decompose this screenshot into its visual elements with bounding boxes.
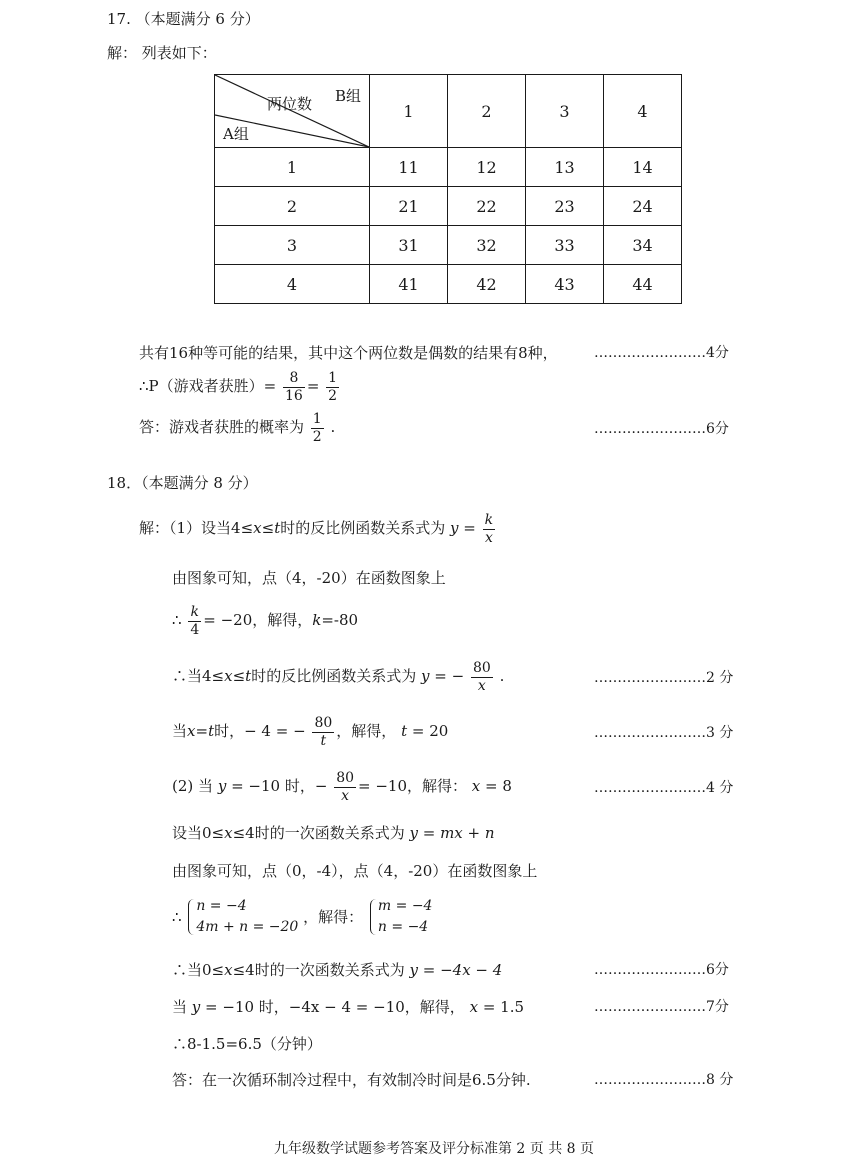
fraction-8-16: $\frac{8}{16}$ <box>285 370 303 404</box>
q18-line5: 当x=t时，− 4 = − $\frac{80}{t}$ ，解得， t = 20 <box>172 715 449 749</box>
q18-score-8: ……………………8 分 <box>594 1072 734 1088</box>
row-label: 4 <box>215 265 370 304</box>
table-cell: 31 <box>370 226 448 265</box>
table-row <box>215 226 682 265</box>
corner-label-a: A组 <box>223 125 249 143</box>
answer-fraction: $\frac{1}{2}$ <box>312 411 322 445</box>
fraction-k-x: $\frac{k}{x}$ <box>484 512 494 546</box>
q18-line9: ∴ n = −4 4m + n = −20 ，解得： m = −4 n = −4 <box>172 896 432 938</box>
q18-line3: ∴ $\frac{k}{4}$ = −20，解得，k=-80 <box>172 604 359 638</box>
table-cell: 21 <box>370 187 448 226</box>
q18-line8: 由图象可知，点（0，-4），点（4，-20）在函数图象上 <box>172 862 538 880</box>
q18-line11: 当 y = −10 时，−4x − 4 = −10，解得， x = 1.5 <box>172 998 525 1016</box>
corner-label-number: 两位数 <box>267 95 313 113</box>
q18-score-2: ……………………2 分 <box>594 670 734 686</box>
q17-score-4: ……………………4分 <box>594 345 729 361</box>
table-cell: 33 <box>526 226 604 265</box>
q18-line1: 解：（1）设当4≤x≤t时的反比例函数关系式为 y = $\frac{k}{x}$ <box>139 512 494 546</box>
fraction-k-4: $\frac{k}{4}$ <box>190 604 200 638</box>
table-cell: 13 <box>526 148 604 187</box>
q18-score-4: ……………………4 分 <box>594 780 734 796</box>
q18-line4: ∴当4≤x≤t时的反比例函数关系式为 y = − $\frac{80}{x}$ . <box>172 660 505 694</box>
table-corner-cell <box>215 75 370 148</box>
table-row <box>215 148 682 187</box>
col-header: 1 <box>370 75 448 148</box>
table-cell: 23 <box>526 187 604 226</box>
q18-line12: ∴8-1.5=6.5（分钟） <box>172 1035 322 1053</box>
page-footer: 九年级数学试题参考答案及评分标准第 2 页 共 8 页 <box>273 1141 595 1157</box>
table-row <box>215 187 682 226</box>
q17-intro: 解： 列表如下： <box>107 44 217 62</box>
q17-heading: 17. （本题满分 6 分） <box>107 10 260 28</box>
fraction-80-x-2: $\frac{80}{x}$ <box>336 770 355 804</box>
q17-line-probability: ∴P（游戏者获胜）= $\frac{8}{16}$ = $\frac{1}{2}$ <box>139 370 338 404</box>
fraction-80-t: $\frac{80}{t}$ <box>314 715 333 749</box>
q18-line10: ∴当0≤x≤4时的一次函数关系式为 y = −4x − 4 <box>172 961 503 979</box>
table-cell: 14 <box>604 148 682 187</box>
table-cell: 11 <box>370 148 448 187</box>
row-label: 1 <box>215 148 370 187</box>
table-cell: 32 <box>448 226 526 265</box>
fraction-1-2: $\frac{1}{2}$ <box>328 370 338 404</box>
probability-prefix: ∴P（游戏者获胜）= <box>139 377 277 395</box>
q18-score-6: ……………………6分 <box>594 962 729 978</box>
q18-line6: (2) 当 y = −10 时，− $\frac{80}{x}$ = −10，解得： x = 8 <box>172 770 512 804</box>
equation-system-1: n = −4 4m + n = −20 <box>186 896 298 938</box>
table-cell: 12 <box>448 148 526 187</box>
table-cell: 34 <box>604 226 682 265</box>
table-cell: 22 <box>448 187 526 226</box>
col-header: 4 <box>604 75 682 148</box>
col-header: 2 <box>448 75 526 148</box>
q18-answer: 答：在一次循环制冷过程中，有效制冷时间是6.5分钟. <box>172 1071 531 1089</box>
row-label: 2 <box>215 187 370 226</box>
col-header: 3 <box>526 75 604 148</box>
table-cell: 24 <box>604 187 682 226</box>
table-row <box>215 265 682 304</box>
q18-line7: 设当0≤x≤4时的一次函数关系式为 y = mx + n <box>172 824 495 842</box>
table-cell: 43 <box>526 265 604 304</box>
table-cell: 44 <box>604 265 682 304</box>
corner-label-b: B组 <box>335 87 362 105</box>
row-label: 3 <box>215 226 370 265</box>
table-cell: 42 <box>448 265 526 304</box>
fraction-80-x: $\frac{80}{x}$ <box>472 660 491 694</box>
equation-system-2: m = −4 n = −4 <box>368 896 433 938</box>
q18-heading: 18．（本题满分 8 分） <box>107 474 258 492</box>
q17-answer: 答：游戏者获胜的概率为 $\frac{1}{2}$ . <box>139 411 336 445</box>
q18-line2: 由图象可知，点（4，-20）在函数图象上 <box>172 569 446 587</box>
q17-line-outcomes: 共有16种等可能的结果，其中这个两位数是偶数的结果有8种， <box>139 344 558 362</box>
q18-score-3: ……………………3 分 <box>594 725 734 741</box>
q17-score-6: ……………………6分 <box>594 421 729 437</box>
q18-score-7: ……………………7分 <box>594 999 729 1015</box>
table-cell: 41 <box>370 265 448 304</box>
outcome-table <box>214 74 682 304</box>
